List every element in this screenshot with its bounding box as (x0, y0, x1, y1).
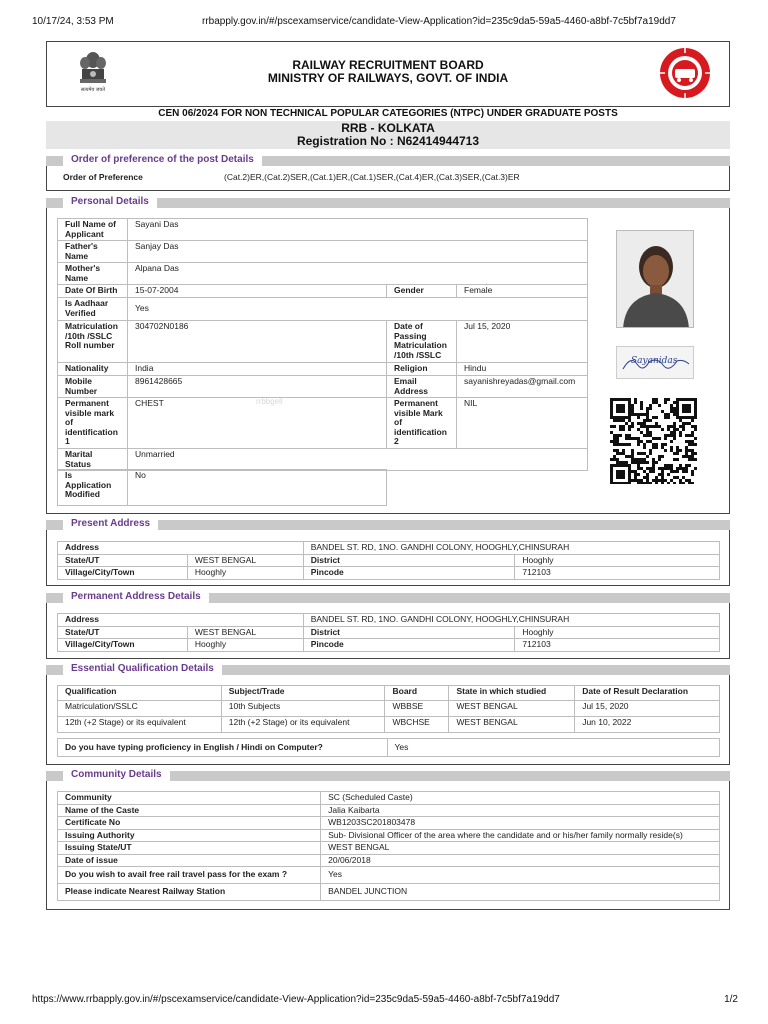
rrb-band (46, 121, 730, 149)
issue-date-label: Date of issue (58, 854, 321, 867)
qr-code-icon (609, 398, 699, 484)
signature-text: Sayanidas (631, 356, 678, 366)
applicant-photo (616, 230, 694, 328)
applicant-signature (616, 346, 694, 379)
table-cell: 10th Subjects (221, 701, 385, 717)
table-row (58, 717, 720, 733)
column-header: Board (385, 686, 449, 701)
father-name-label: Father's Name (58, 241, 128, 263)
present-address-table (57, 541, 720, 580)
table-row (58, 298, 588, 321)
address-value: BANDEL ST. RD, 1NO. GANDHI COLONY, HOOGHLY,CHINSURAH (303, 614, 719, 627)
issue-date-value: 20/06/2018 (321, 854, 720, 867)
date-of-passing-value: Jul 15, 2020 (457, 321, 588, 363)
section-title: Present Address (63, 518, 158, 530)
modified-value: No (127, 470, 386, 506)
indian-railways-logo-icon (659, 47, 711, 99)
table-row (58, 626, 720, 639)
religion-value: Hindu (457, 363, 588, 376)
table-cell: WBCHSE (385, 717, 449, 733)
personal-table (57, 218, 588, 471)
cen-heading: CEN 06/2024 FOR NON TECHNICAL POPULAR CATEGORIES (NTPC) UNDER GRADUATE POSTS (158, 108, 618, 119)
table-row (58, 241, 588, 263)
table-row (58, 376, 588, 398)
mobile-value: 8961428665 (127, 376, 386, 398)
page-title (47, 59, 729, 85)
community-value: SC (Scheduled Caste) (321, 792, 720, 805)
table-row (58, 829, 720, 842)
mark2-value: NIL (457, 398, 588, 449)
qualification-section (46, 663, 730, 765)
table-row (58, 804, 720, 817)
rail-pass-value: Yes (321, 867, 720, 884)
table-row (58, 363, 588, 376)
email-label: Email Address (387, 376, 457, 398)
column-header: Date of Result Declaration (575, 686, 720, 701)
nationality-value: India (127, 363, 386, 376)
gender-value: Female (457, 285, 588, 298)
community-table (57, 791, 720, 901)
section-title: Permanent Address Details (63, 591, 209, 603)
table-cell: Jun 10, 2022 (575, 717, 720, 733)
pincode-value: 712103 (515, 567, 720, 580)
preference-value: (Cat.2)ER,(Cat.2)SER,(Cat.1)ER,(Cat.1)SER,(Cat.4)ER,(Cat.3)SER,(Cat.3)ER (224, 172, 520, 182)
watermark: rrbbgell (255, 397, 283, 406)
certificate-value: WB1203SC201803478 (321, 817, 720, 830)
mother-name-value: Alpana Das (127, 263, 587, 285)
table-row (58, 219, 588, 241)
issuing-authority-label: Issuing Authority (58, 829, 321, 842)
modified-label: Is Application Modified (58, 470, 128, 506)
issuing-authority-value: Sub- Divisional Officer of the area where the candidate and or his/her family normally reside(s) (321, 829, 720, 842)
aadhaar-value: Yes (127, 298, 587, 321)
pincode-label: Pincode (303, 639, 515, 652)
permanent-address-section (46, 591, 730, 659)
table-cell: 12th (+2 Stage) or its equivalent (58, 717, 222, 733)
table-row (58, 614, 720, 627)
state-label: State/UT (58, 626, 188, 639)
table-row (58, 739, 720, 757)
gender-label: Gender (387, 285, 457, 298)
table-row (58, 842, 720, 855)
title-box (46, 41, 730, 107)
table-row (58, 867, 720, 884)
state-label: State/UT (58, 554, 188, 567)
date-of-passing-label: Date of Passing Matriculation /10th /SSLC (387, 321, 457, 363)
table-row (58, 792, 720, 805)
column-header: Qualification (58, 686, 222, 701)
issuing-state-value: WEST BENGAL (321, 842, 720, 855)
section-title: Personal Details (63, 196, 157, 208)
railway-station-label: Please indicate Nearest Railway Station (58, 884, 321, 901)
pincode-value: 712103 (515, 639, 720, 652)
table-row (58, 567, 720, 580)
section-title: Order of preference of the post Details (63, 154, 262, 166)
print-url: rrbapply.gov.in/#/pscexamservice/candidate-View-Application?id=235c9da5-59a5-4460-a8bf-7c5bf7a19dd7 (202, 16, 676, 27)
issuing-state-label: Issuing State/UT (58, 842, 321, 855)
mark1-cell (127, 398, 386, 449)
registration-number: Registration No : N62414944713 (296, 134, 480, 148)
community-label: Community (58, 792, 321, 805)
column-header: State in which studied (449, 686, 575, 701)
rail-pass-label: Do you wish to avail free rail travel pass for the exam ? (58, 867, 321, 884)
mark1-label: Permanent visible mark of identification 1 (58, 398, 128, 449)
dob-label: Date Of Birth (58, 285, 128, 298)
typing-table (57, 738, 720, 757)
table-row (58, 817, 720, 830)
footer-url: https://www.rrbapply.gov.in/#/pscexamservice/candidate-View-Application?id=235c9da5-59a5-4460-a8bf-7c5bf7a19dd7 (32, 994, 560, 1005)
table-row (58, 884, 720, 901)
roll-number-value: 304702N0186 (127, 321, 386, 363)
railway-station-value: BANDEL JUNCTION (321, 884, 720, 901)
table-cell: Matriculation/SSLC (58, 701, 222, 717)
community-section (46, 769, 730, 910)
village-value: Hooghly (187, 639, 303, 652)
typing-value: Yes (387, 739, 719, 757)
page-number: 1/2 (724, 994, 738, 1005)
table-cell: WEST BENGAL (449, 717, 575, 733)
roll-number-label: Matriculation /10th /SSLC Roll number (58, 321, 128, 363)
section-title: Essential Qualification Details (63, 663, 222, 675)
village-value: Hooghly (187, 567, 303, 580)
print-timestamp: 10/17/24, 3:53 PM (32, 16, 114, 27)
address-label: Address (58, 542, 304, 555)
table-row (58, 854, 720, 867)
table-row (58, 554, 720, 567)
table-row (58, 701, 720, 717)
marital-status-label: Marital Status (58, 449, 128, 471)
typing-label: Do you have typing proficiency in English / Hindi on Computer? (58, 739, 388, 757)
emblem-motto: सत्यमेव जयते (80, 87, 106, 93)
table-header-row (58, 686, 720, 701)
district-value: Hooghly (515, 626, 720, 639)
title-line-1: RAILWAY RECRUITMENT BOARD (292, 58, 484, 72)
aadhaar-label: Is Aadhaar Verified (58, 298, 128, 321)
table-row (58, 263, 588, 285)
village-label: Village/City/Town (58, 567, 188, 580)
table-cell: 12th (+2 Stage) or its equivalent (221, 717, 385, 733)
mother-name-label: Mother's Name (58, 263, 128, 285)
address-value: BANDEL ST. RD, 1NO. GANDHI COLONY, HOOGHLY,CHINSURAH (303, 542, 719, 555)
nationality-label: Nationality (58, 363, 128, 376)
preference-label: Order of Preference (63, 172, 143, 182)
pdf-print-footer (32, 994, 738, 1005)
caste-label: Name of the Caste (58, 804, 321, 817)
marital-status-value: Unmarried (127, 449, 587, 471)
pincode-label: Pincode (303, 567, 515, 580)
table-row (58, 470, 387, 506)
modified-table (57, 469, 387, 506)
district-value: Hooghly (515, 554, 720, 567)
pdf-print-header (32, 16, 720, 27)
caste-value: Jalia Kaibarta (321, 804, 720, 817)
district-label: District (303, 554, 515, 567)
table-row (58, 542, 720, 555)
full-name-value: Sayani Das (127, 219, 587, 241)
email-value: sayanishreyadas@gmail.com (457, 376, 588, 398)
village-label: Village/City/Town (58, 639, 188, 652)
table-row (58, 449, 588, 471)
table-row (58, 321, 588, 363)
dob-value: 15-07-2004 (127, 285, 386, 298)
section-title: Community Details (63, 769, 170, 781)
table-cell: WBBSE (385, 701, 449, 717)
certificate-label: Certificate No (58, 817, 321, 830)
mark1-value: CHEST (134, 398, 164, 408)
preference-section (46, 154, 730, 191)
state-value: WEST BENGAL (187, 554, 303, 567)
preference-row (63, 172, 713, 182)
table-cell: Jul 15, 2020 (575, 701, 720, 717)
mobile-label: Mobile Number (58, 376, 128, 398)
personal-section (46, 196, 730, 514)
table-cell: WEST BENGAL (449, 701, 575, 717)
table-row (58, 398, 588, 449)
title-line-2: MINISTRY OF RAILWAYS, GOVT. OF INDIA (267, 71, 509, 85)
religion-label: Religion (387, 363, 457, 376)
person-photo-icon (617, 231, 694, 328)
rrb-name: RRB - KOLKATA (341, 121, 435, 135)
present-address-section (46, 518, 730, 586)
permanent-address-table (57, 613, 720, 652)
table-row (58, 285, 588, 298)
district-label: District (303, 626, 515, 639)
father-name-value: Sanjay Das (127, 241, 587, 263)
address-label: Address (58, 614, 304, 627)
mark2-label: Permanent visible Mark of identification 2 (387, 398, 457, 449)
column-header: Subject/Trade (221, 686, 385, 701)
state-value: WEST BENGAL (187, 626, 303, 639)
full-name-label: Full Name of Applicant (58, 219, 128, 241)
qualification-table (57, 685, 720, 733)
table-row (58, 639, 720, 652)
